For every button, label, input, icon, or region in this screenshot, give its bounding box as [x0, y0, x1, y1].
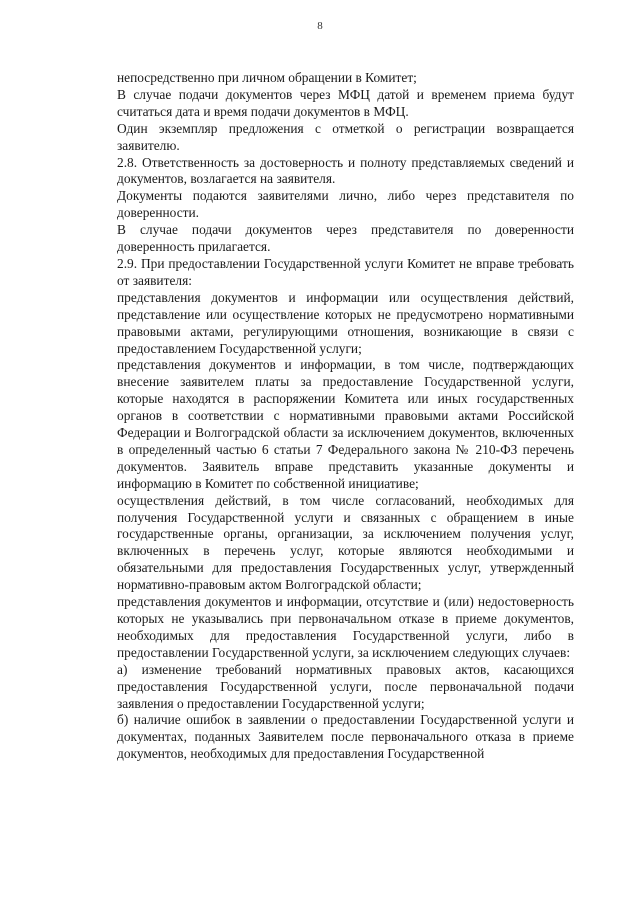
paragraph: Документы подаются заявителями лично, либо через представителя по доверенности. [117, 188, 574, 221]
paragraph: представления документов и информации, отсутствие и (или) недостоверность которых не указывались при первоначальном отказе в приеме документов, необходимых для предоставления Государственной услуги, либо в предоставлении Государственной услуги, за исключением следующих случаев: [117, 594, 574, 660]
paragraph: В случае подачи документов через представителя по доверенности доверенность прилагается. [117, 222, 574, 255]
paragraph: непосредственно при личном обращении в Комитет; [117, 70, 417, 85]
page-number: 8 [317, 20, 323, 32]
paragraph: В случае подачи документов через МФЦ датой и временем приема будут считаться дата и время подачи документов в МФЦ. [117, 86, 574, 119]
paragraph: представления документов и информации или осуществления действий, представление или осуществление которых не предусмотрено нормативными правовыми актами, регулирующими отношения, возникающие в связи с предоставлением Государственной услуги; [117, 289, 574, 356]
paragraph: Один экземпляр предложения с отметкой о регистрации возвращается заявителю. [117, 120, 574, 153]
paragraph: 2.9. При предоставлении Государственной услуги Комитет не вправе требовать от заявителя: [117, 255, 574, 288]
paragraph: б) наличие ошибок в заявлении о предоставлении Государственной услуги и документах, поданных Заявителем после первоначального отказа в приеме документов, необходимых для предоставления Государственной [117, 712, 574, 762]
paragraph: 2.8. Ответственность за достоверность и полноту представляемых сведений и документов, возлагается на заявителя. [117, 154, 574, 187]
paragraph: а) изменение требований нормативных правовых актов, касающихся предоставления Государственной услуги, после первоначальной подачи заявления о предоставлении Государственной услуги; [117, 661, 574, 711]
paragraph: представления документов и информации, в том числе, подтверждающих внесение заявителем платы за предоставление Государственной услуги, которые находятся в распоряжении Комитета или иных государственных органов в соответствии с нормативными правовыми актами Российской Федерации и Волгоградской области за исключением документов, включенных в определенный частью 6 статьи 7 Федерального закона № 210-ФЗ перечень документов. Заявитель вправе представить указанные документы и информацию в Комитет по собственной инициативе; [117, 357, 574, 491]
document-body [117, 70, 574, 763]
paragraph: осуществления действий, в том числе согласований, необходимых для получения Государственной услуги и связанных с обращением в иные государственные органы, организации, за исключением получения услуг, включенных в перечень услуг, которые являются необходимыми и обязательными для предоставления Государственных услуг, утвержденный нормативно-правовым актом Волгоградской области; [117, 492, 574, 593]
